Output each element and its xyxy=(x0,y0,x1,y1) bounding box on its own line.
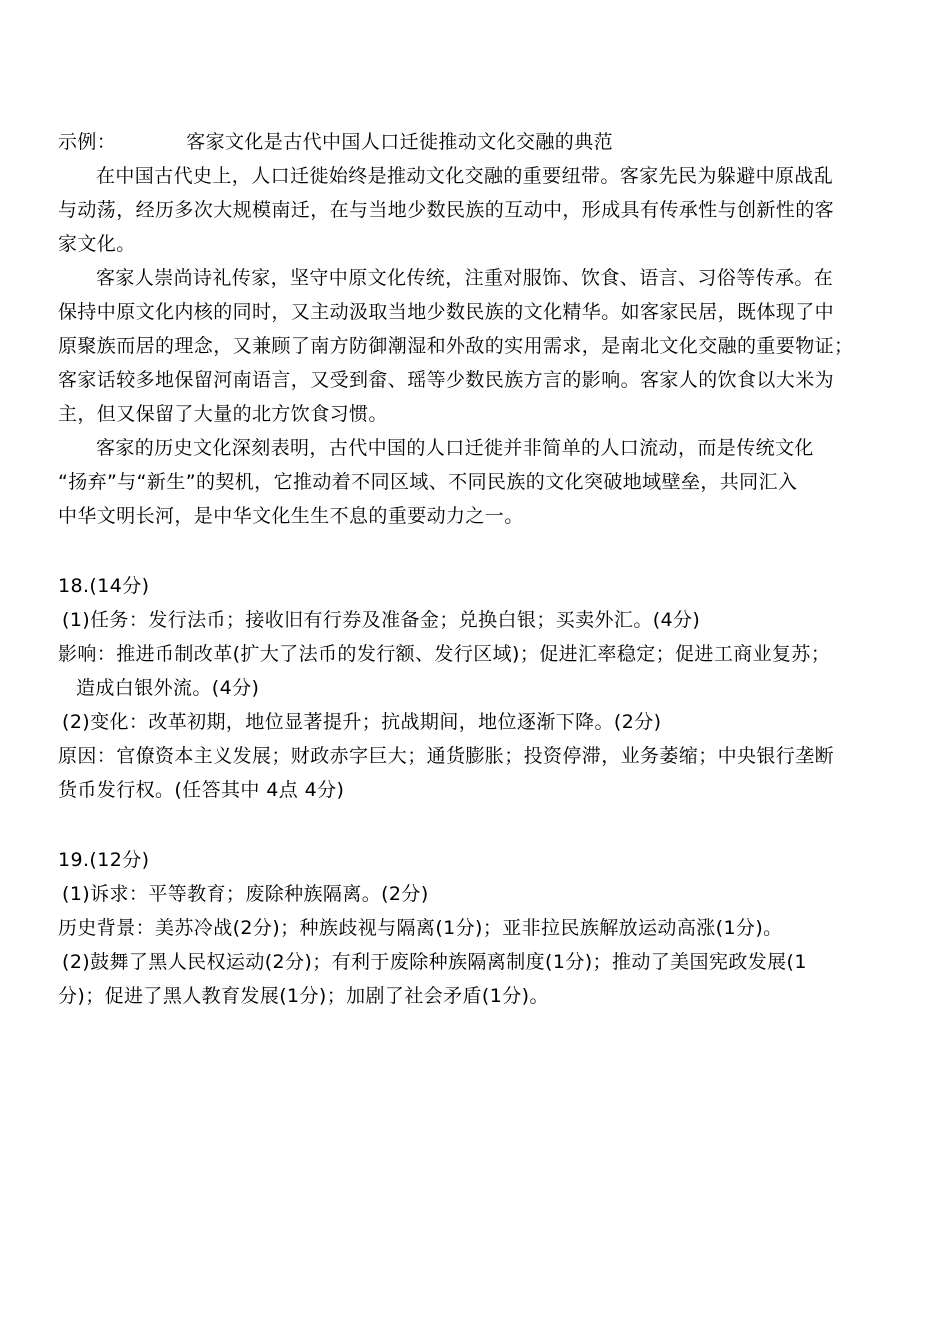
essay-title-label: 示例： xyxy=(58,131,117,153)
question-18-answer-2: (2)变化：改革初期，地位显著提升；抗战期间，地位逐渐下降。(2分) xyxy=(62,711,662,733)
text-line: 家文化。 xyxy=(58,233,136,255)
question-18-reason: 原因：官僚资本主义发展；财政赤字巨大；通货膨胀；投资停滞，业务萎缩；中央银行垄断 xyxy=(58,745,835,767)
text-line: 客家话较多地保留河南语言，又受到畲、瑶等少数民族方言的影响。客家人的饮食以大米为 xyxy=(58,369,835,391)
question-19-heading: 19.(12分) xyxy=(58,849,150,871)
text-line: 客家的历史文化深刻表明，古代中国的人口迁徙并非简单的人口流动，而是传统文化 xyxy=(96,437,814,459)
essay-paragraph-1 xyxy=(58,159,894,261)
text-line: 主，但又保留了大量的北方饮食习惯。 xyxy=(58,403,388,425)
text-line: 客家人崇尚诗礼传家，坚守中原文化传统，注重对服饰、饮食、语言、习俗等传承。在 xyxy=(96,267,834,289)
answer-content xyxy=(58,125,894,1013)
essay-paragraph-3 xyxy=(58,431,894,533)
question-18-effect-cont: 造成白银外流。(4分) xyxy=(76,677,260,699)
question-19-background: 历史背景：美苏冷战(2分)；种族歧视与隔离(1分)；亚非拉民族解放运动高涨(1分)。 xyxy=(58,917,783,939)
question-19-answer-2-cont: 分)；促进了黑人教育发展(1分)；加剧了社会矛盾(1分)。 xyxy=(58,985,549,1007)
question-19-answer-2: (2)鼓舞了黑人民权运动(2分)；有利于废除种族隔离制度(1分)；推动了美国宪政发展(1 xyxy=(62,951,807,973)
question-18-answer-1: (1)任务：发行法币；接收旧有行券及准备金；兑换白银；买卖外汇。(4分) xyxy=(62,609,701,631)
text-line: 中华文明长河，是中华文化生生不息的重要动力之一。 xyxy=(58,505,524,527)
essay-title: 客家文化是古代中国人口迁徙推动文化交融的典范 xyxy=(186,131,614,153)
text-line: 与动荡，经历多次大规模南迁，在与当地少数民族的互动中，形成具有传承性与创新性的客 xyxy=(58,199,835,221)
question-18-heading: 18.(14分) xyxy=(58,575,150,597)
question-18-effect: 影响：推进币制改革(扩大了法币的发行额、发行区域)；促进汇率稳定；促进工商业复苏； xyxy=(58,643,831,665)
question-19-answer-1: (1)诉求：平等教育；废除种族隔离。(2分) xyxy=(62,883,429,905)
text-line: 在中国古代史上，人口迁徙始终是推动文化交融的重要纽带。客家先民为躲避中原战乱 xyxy=(96,165,834,187)
essay-title-line xyxy=(58,125,894,159)
essay-paragraph-2 xyxy=(58,261,894,431)
question-19 xyxy=(58,843,894,1013)
text-line: 原聚族而居的理念，又兼顾了南方防御潮湿和外敌的实用需求，是南北文化交融的重要物证； xyxy=(58,335,854,357)
question-18 xyxy=(58,569,894,807)
text-line: 保持中原文化内核的同时，又主动汲取当地少数民族的文化精华。如客家民居，既体现了中 xyxy=(58,301,835,323)
question-18-reason-cont: 货币发行权。(任答其中 4点 4分) xyxy=(58,779,345,801)
text-line: “扬弃”与“新生”的契机，它推动着不同区域、不同民族的文化突破地域壁垒，共同汇入 xyxy=(58,471,798,493)
